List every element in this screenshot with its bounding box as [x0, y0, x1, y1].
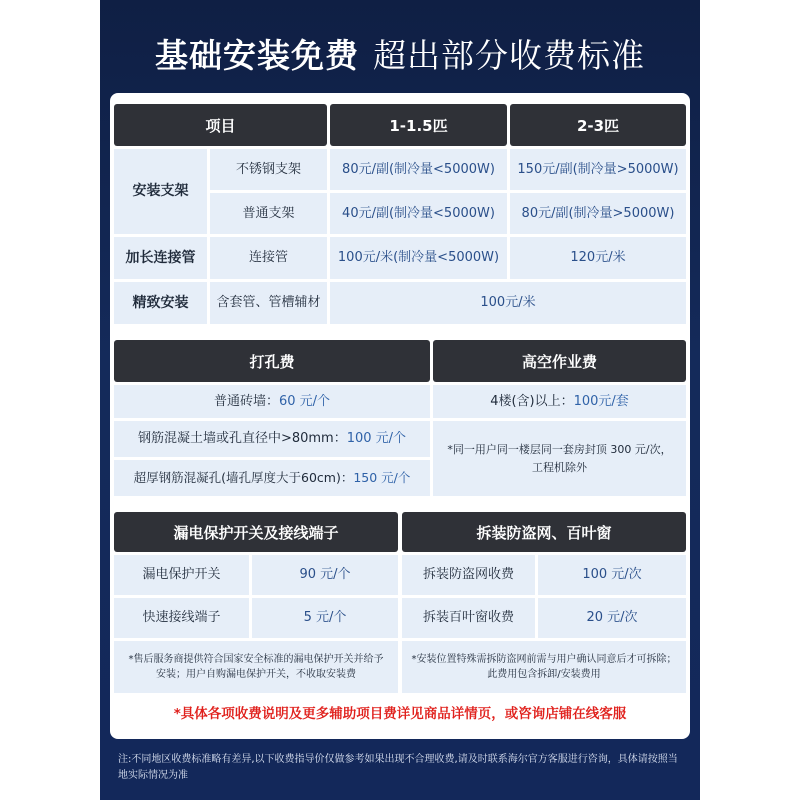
terminal-item: 快速接线端子 — [114, 598, 249, 638]
bracket-normal-small: 40元/副(制冷量<5000W) — [330, 193, 507, 234]
fine-install-item: 含套管、管槽辅材 — [210, 282, 327, 324]
removal-note-line2: 此费用包含拆卸/安装费用 — [487, 669, 601, 680]
high-work-note-line1: *同一用户同一楼层同一套房封顶 300 元/次， — [447, 442, 672, 456]
removal-blind-item: 拆装百叶窗收费 — [402, 598, 535, 638]
removal-note — [402, 641, 686, 693]
extension-large: 120元/米 — [510, 237, 686, 279]
drilling-row-price: 60 元/个 — [278, 393, 331, 409]
title-bold: 基础安装免费 — [155, 36, 359, 75]
leakage-note-line1: *售后服务商提供符合国家安全标准的漏电保护开关并给予 — [128, 654, 384, 665]
fine-install-label: 精致安装 — [114, 282, 207, 324]
extension-label: 加长连接管 — [114, 237, 207, 279]
bracket-stainless-large: 150元/副(制冷量>5000W) — [510, 149, 686, 190]
bracket-normal-item: 普通支架 — [210, 193, 327, 234]
footer-note: 注:不同地区收费标准略有差异,以下收费指导价仅做参考如果出现不合理收费,请及时联系海尔官方客服进行咨询，具体请按照当地实际情况为准 — [118, 754, 678, 781]
leakage-note — [114, 641, 398, 693]
header-item: 项目 — [114, 104, 327, 146]
high-work-price: 100元/套 — [573, 393, 629, 409]
removal-net-item: 拆装防盗网收费 — [402, 555, 535, 595]
page-title — [100, 30, 700, 77]
terminal-price: 5 元/个 — [252, 598, 398, 638]
extension-item: 连接管 — [210, 237, 327, 279]
high-work-row — [433, 385, 686, 418]
bracket-stainless-item: 不锈钢支架 — [210, 149, 327, 190]
price-card — [110, 93, 690, 739]
poster — [100, 0, 700, 800]
leakage-item: 漏电保护开关 — [114, 555, 249, 595]
drilling-row — [114, 385, 430, 418]
leakage-price: 90 元/个 — [252, 555, 398, 595]
removal-header: 拆装防盗网、百叶窗 — [402, 512, 686, 552]
drilling-row — [114, 421, 430, 457]
drilling-row — [114, 460, 430, 496]
bracket-normal-large: 80元/副(制冷量>5000W) — [510, 193, 686, 234]
removal-note-line1: *安装位置特殊需拆防盗网前需与用户确认同意后才可拆除； — [411, 654, 677, 665]
drilling-row-price: 100 元/个 — [346, 431, 407, 447]
leakage-header: 漏电保护开关及接线端子 — [114, 512, 398, 552]
fine-install-price: 100元/米 — [330, 282, 686, 324]
warning-note: *具体各项收费说明及更多辅助项目费详见商品详情页，或咨询店铺在线客服 — [173, 706, 627, 722]
high-work-note — [433, 421, 686, 496]
drilling-header: 打孔费 — [114, 340, 430, 382]
drilling-row-label: 钢筋混凝土墙或孔直径中>80mm： — [137, 431, 347, 447]
leakage-note-line2: 安装；用户自购漏电保护开关，不收取安装费 — [156, 669, 356, 680]
high-work-note-line2: 工程机除外 — [532, 460, 587, 474]
install-bracket-label: 安装支架 — [114, 149, 207, 234]
high-work-label: 4楼(含)以上： — [490, 393, 574, 409]
removal-net-price: 100 元/次 — [538, 555, 686, 595]
header-large: 2-3匹 — [510, 104, 686, 146]
removal-blind-price: 20 元/次 — [538, 598, 686, 638]
drilling-row-label: 普通砖墙： — [213, 393, 279, 409]
header-small: 1-1.5匹 — [330, 104, 507, 146]
drilling-row-label: 超厚钢筋混凝孔(墙孔厚度大于60cm)： — [133, 469, 354, 485]
title-normal: 超出部分收费标准 — [373, 36, 645, 75]
high-work-header: 高空作业费 — [433, 340, 686, 382]
extension-small: 100元/米(制冷量<5000W) — [330, 237, 507, 279]
bracket-stainless-small: 80元/副(制冷量<5000W) — [330, 149, 507, 190]
drilling-row-price: 150 元/个 — [353, 469, 411, 485]
